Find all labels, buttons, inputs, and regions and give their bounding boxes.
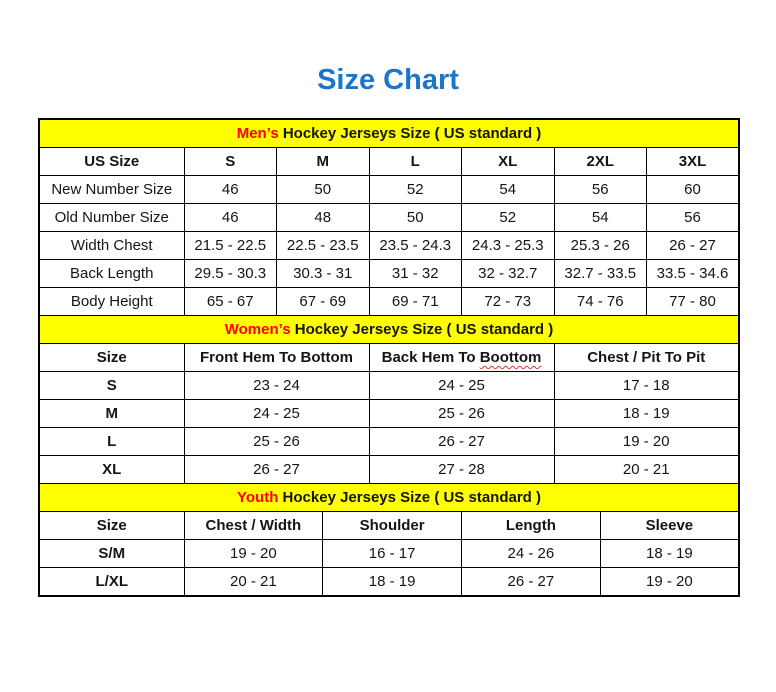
value-cell: 24 - 25 [184, 400, 369, 428]
value-cell: 27 - 28 [369, 456, 554, 484]
column-header-cell [369, 344, 554, 372]
section-heading-row-mens [39, 119, 739, 148]
section-heading-text: Hockey Jerseys Size ( US standard ) [278, 489, 541, 506]
value-cell: 26 - 27 [184, 456, 369, 484]
column-header-label: Chest / Width [205, 517, 302, 534]
column-header-label: Size [96, 517, 127, 534]
column-header-cell [554, 148, 647, 176]
column-header-label: M [316, 153, 329, 170]
column-header-cell [600, 512, 739, 540]
column-header-cell [462, 512, 601, 540]
column-header-label: XL [498, 153, 518, 170]
column-header-label: US Size [84, 153, 140, 170]
value-cell: 46 [184, 176, 277, 204]
value-cell: 52 [462, 204, 555, 232]
value-cell: 54 [554, 204, 647, 232]
column-header-label: 3XL [678, 153, 707, 170]
value-cell: 32.7 - 33.5 [554, 260, 647, 288]
value-cell: 19 - 20 [554, 428, 739, 456]
section-heading-youth [39, 484, 739, 512]
value-cell: 18 - 19 [600, 540, 739, 568]
value-cell: 50 [277, 176, 370, 204]
value-cell: 32 - 32.7 [462, 260, 555, 288]
row-label-cell: L/XL [39, 568, 184, 597]
value-cell: 25 - 26 [184, 428, 369, 456]
column-header-cell [39, 512, 184, 540]
value-cell: 23 - 24 [184, 372, 369, 400]
table-row [39, 428, 739, 456]
section-heading-mens [39, 119, 739, 148]
section-heading-text: Hockey Jerseys Size ( US standard ) [290, 321, 554, 338]
page-title: Size Chart [317, 64, 459, 96]
value-cell: 19 - 20 [184, 540, 323, 568]
column-header-cell [39, 148, 184, 176]
column-header-label: L [410, 153, 420, 170]
row-label-cell: Body Height [39, 288, 184, 316]
column-header-cell [323, 512, 462, 540]
value-cell: 25 - 26 [369, 400, 554, 428]
value-cell: 18 - 19 [554, 400, 739, 428]
section-heading-row-womens [39, 316, 739, 344]
column-header-row-mens [39, 148, 739, 176]
value-cell: 20 - 21 [554, 456, 739, 484]
column-header-label: Shoulder [359, 517, 425, 534]
value-cell: 24.3 - 25.3 [462, 232, 555, 260]
value-cell: 33.5 - 34.6 [647, 260, 740, 288]
column-header-cell [39, 344, 184, 372]
value-cell: 26 - 27 [647, 232, 740, 260]
column-header-label: Back Hem To [381, 349, 476, 366]
value-cell: 46 [184, 204, 277, 232]
value-cell: 30.3 - 31 [277, 260, 370, 288]
value-cell: 22.5 - 23.5 [277, 232, 370, 260]
row-label-cell: Back Length [39, 260, 184, 288]
value-cell: 24 - 25 [369, 372, 554, 400]
column-header-label: Size [96, 349, 127, 366]
value-cell: 21.5 - 22.5 [184, 232, 277, 260]
table-row [39, 568, 739, 597]
value-cell: 56 [647, 204, 740, 232]
value-cell: 69 - 71 [369, 288, 462, 316]
column-header-label: 2XL [586, 153, 614, 170]
section-heading-row-youth [39, 484, 739, 512]
section-heading-accent: Youth [237, 489, 279, 506]
row-label-cell: Old Number Size [39, 204, 184, 232]
value-cell: 54 [462, 176, 555, 204]
table-row [39, 400, 739, 428]
value-cell: 50 [369, 204, 462, 232]
column-header-label: Sleeve [645, 517, 694, 534]
value-cell: 23.5 - 24.3 [369, 232, 462, 260]
column-header-cell [184, 512, 323, 540]
section-heading-accent: Women’s [224, 321, 291, 338]
column-header-cell [647, 148, 740, 176]
column-header-cell [184, 148, 277, 176]
row-label-cell: L [39, 428, 184, 456]
column-header-row-youth [39, 512, 739, 540]
column-header-label: S [225, 153, 236, 170]
value-cell: 52 [369, 176, 462, 204]
column-header-label: Chest / Pit To Pit [587, 349, 706, 366]
value-cell: 60 [647, 176, 740, 204]
misspelled-word: Boottom [479, 349, 542, 366]
value-cell: 77 - 80 [647, 288, 740, 316]
value-cell: 19 - 20 [600, 568, 739, 597]
column-header-row-womens [39, 344, 739, 372]
row-label-cell: M [39, 400, 184, 428]
column-header-cell [554, 344, 739, 372]
column-header-label: Length [505, 517, 556, 534]
table-row [39, 540, 739, 568]
column-header-label: Front Hem To Bottom [199, 349, 354, 366]
value-cell: 31 - 32 [369, 260, 462, 288]
value-cell: 25.3 - 26 [554, 232, 647, 260]
section-heading-accent: Men’s [236, 125, 279, 142]
column-header-cell [277, 148, 370, 176]
value-cell: 72 - 73 [462, 288, 555, 316]
value-cell: 18 - 19 [323, 568, 462, 597]
value-cell: 17 - 18 [554, 372, 739, 400]
row-label-cell: S [39, 372, 184, 400]
value-cell: 26 - 27 [462, 568, 601, 597]
value-cell: 56 [554, 176, 647, 204]
value-cell: 29.5 - 30.3 [184, 260, 277, 288]
table-row [39, 260, 739, 288]
section-heading-text: Hockey Jerseys Size ( US standard ) [278, 125, 542, 142]
value-cell: 48 [277, 204, 370, 232]
column-header-cell [462, 148, 555, 176]
table-row [39, 204, 739, 232]
table-row [39, 288, 739, 316]
value-cell: 65 - 67 [184, 288, 277, 316]
row-label-cell: S/M [39, 540, 184, 568]
value-cell: 74 - 76 [554, 288, 647, 316]
value-cell: 24 - 26 [462, 540, 601, 568]
value-cell: 26 - 27 [369, 428, 554, 456]
row-label-cell: New Number Size [39, 176, 184, 204]
size-chart-table [38, 118, 740, 597]
column-header-cell [184, 344, 369, 372]
value-cell: 20 - 21 [184, 568, 323, 597]
value-cell: 67 - 69 [277, 288, 370, 316]
table-row [39, 232, 739, 260]
table-row [39, 372, 739, 400]
row-label-cell: Width Chest [39, 232, 184, 260]
table-row [39, 176, 739, 204]
column-header-cell [369, 148, 462, 176]
table-row [39, 456, 739, 484]
section-heading-womens [39, 316, 739, 344]
value-cell: 16 - 17 [323, 540, 462, 568]
row-label-cell: XL [39, 456, 184, 484]
